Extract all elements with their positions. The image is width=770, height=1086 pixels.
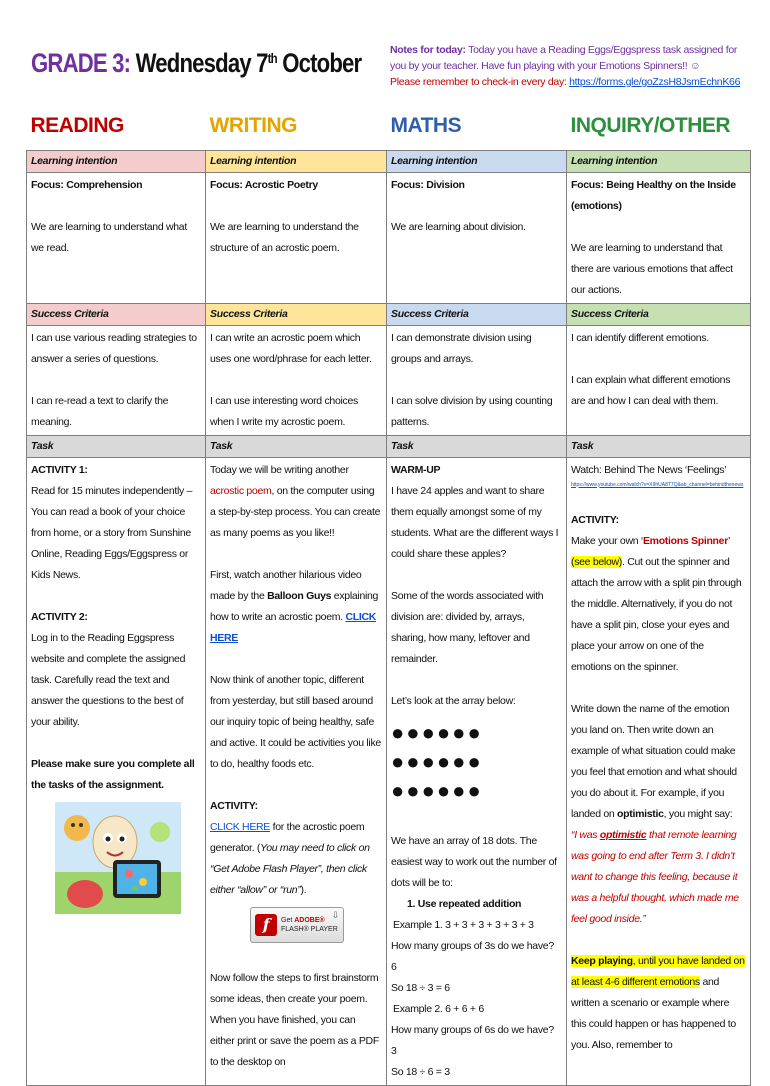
date-label: Wednesday 7th October [135,48,362,78]
task-row [27,457,751,1085]
spinner-instructions: Make your own ‘Emotions Spinner’ (see below). Cut out the spinner and attach the arrow with a split pin through the middle. Alternatively, if you do not have a split pin, close your eyes and place your arrow on one of the emotions on the spinner. [571,534,742,673]
maths-task [387,457,567,1085]
dot-array [391,718,562,805]
learning-intention-label: Learning intention [27,150,206,172]
success-criteria-label: Success Criteria [206,303,387,325]
reading-eggs-image [55,802,181,914]
criteria-item: I can use various reading strategies to answer a series of questions. [31,331,197,365]
subject-headings-row [27,106,751,150]
video-link[interactable]: CLICK HERE [210,610,377,644]
focus-text: Focus: Comprehension [31,178,143,191]
warmup-text: I have 24 apples and want to share them equally amongst some of my students. What are the different ways I could share these apples? [391,484,559,560]
write-instructions: Write down the name of the emotion you land on. Then write down an example of what situation could make you feel that emotion and what should you do about it. For example, if you landed on optimistic, you might say: [571,702,737,820]
focus-text: Focus: Division [391,178,465,191]
activity-2-title: ACTIVITY 2: [31,610,88,623]
writing-criteria [206,325,387,435]
criteria-item: I can demonstrate division using groups and arrays. [391,331,532,365]
activity-1-text: Read for 15 minutes independently – You can read a book of your choice from home, or a story from Sunshine Online, Reading Eggs/Eggspress or Kids News. [31,484,193,581]
intention-text: We are learning about division. [391,220,526,233]
warmup-title: WARM-UP [391,463,441,476]
poem-generator-link[interactable]: CLICK HERE [210,820,271,833]
success-criteria-label: Success Criteria [567,303,751,325]
example-2: Example 2. 6 + 6 + 6 [393,1002,484,1015]
array-prompt: Let’s look at the array below: [391,694,516,707]
inquiry-intention [567,172,751,303]
activity-2-text: Log in to the Reading Eggspress website and complete the assigned task. Carefully read the text and answer the questions to the best of your ability. [31,631,186,728]
notes-text: Today you have a Reading Eggs/Eggspress task assigned for you by your teacher. Have fun playing with your Emotions Spinners!! ☺ [390,44,738,72]
page-title [31,48,361,79]
intention-text: We are learning to understand the structure of an acrostic poem. [210,220,359,254]
example-quote: “I was optimistic that remote learning was going to end after Term 3. I didn’t want to change this feeling, because it was a helpful thought, which made me feel good inside.” [571,828,739,925]
lesson-table [26,106,751,1086]
maths-intention [387,172,567,303]
success-criteria-row [27,325,751,435]
example-2-question: How many groups of 6s do we have? 3 [391,1023,554,1057]
grade-label: GRADE 3: [31,48,131,78]
writing-task [206,457,387,1085]
criteria-item: I can use interesting word choices when I write my acrostic poem. [210,394,358,428]
get-flash-player-button[interactable]: f Get ADOBE® FLASH® PLAYER ⇩ [250,907,344,943]
reading-intention [27,172,206,303]
division-words: Some of the words associated with division are: divided by, arrays, sharing, how many, leftover and remainder. [391,589,544,665]
inquiry-criteria [567,325,751,435]
example-1-question: How many groups of 3s do we have? 6 [391,939,554,973]
criteria-item: I can explain what different emotions are and how I can deal with them. [571,373,731,407]
task-label: Task [27,435,206,457]
heading-maths: MATHS [390,114,462,137]
learning-intention-row [27,172,751,303]
inquiry-task [567,457,751,1085]
writing-intro: Today we will be writing another acrostic poem, on the computer using a step-by-step process. You can create as many poems as you like!! [210,463,381,539]
writing-activity-text: CLICK HERE for the acrostic poem generator. (You may need to click on “Get Adobe Flash Player”, then click either “allow” or “run”). [210,820,370,896]
writing-step-2: Now think of another topic, different from yesterday, but still based around our inquiry topic of being healthy, safe and active. It could be activities you like to do, healthy foods etc. [210,673,381,770]
writing-step-3: Now follow the steps to first brainstorm some ideas, then create your poem. When you have finished, you can either print or save the poem as a PDF to the desktop on [210,971,379,1068]
activity-1-title: ACTIVITY 1: [31,463,88,476]
intention-text: We are learning to understand that there are various emotions that affect our actions. [571,241,733,296]
notes-label: Notes for today: [390,44,466,56]
writing-step-1: First, watch another hilarious video made by the Balloon Guys explaining how to write an acrostic poem. CLICK HERE [210,568,379,644]
writing-activity-title: ACTIVITY: [210,799,258,812]
reading-criteria [27,325,206,435]
checkin-reminder: Please remember to check-in every day: [390,76,570,88]
dot-row: ●●●●●● [391,777,483,803]
focus-text: Focus: Being Healthy on the Inside (emotions) [571,178,736,212]
flash-icon: f [255,914,277,936]
worksheet-page [26,38,750,1078]
learning-intention-label: Learning intention [387,150,567,172]
notes-for-today [390,42,746,90]
learning-intention-header-row [27,150,751,172]
success-criteria-header-row [27,303,751,325]
task-label: Task [387,435,567,457]
dot-row: ●●●●●● [391,748,483,774]
task-header-row [27,435,751,457]
criteria-item: I can identify different emotions. [571,331,709,344]
reading-task [27,457,206,1085]
focus-text: Focus: Acrostic Poetry [210,178,318,191]
inquiry-activity-title: ACTIVITY: [571,513,619,526]
learning-intention-label: Learning intention [567,150,751,172]
example-1-answer: So 18 ÷ 3 = 6 [391,981,450,994]
btn-video-link[interactable]: https://www.youtube.com/watch?v=X9hUA8T7Q&ab_channel=behindthenews [571,481,744,488]
success-criteria-label: Success Criteria [27,303,206,325]
watch-text: Watch: Behind The News ‘Feelings’ [571,463,727,476]
example-2-answer: So 18 ÷ 6 = 3 [391,1065,450,1078]
keep-playing-text: Keep playing, until you have landed on at least 4-6 different emotions and written a scenario or example where this could happen or has happened to you. Also, remember to [571,954,745,1051]
task-label: Task [206,435,387,457]
maths-criteria [387,325,567,435]
task-label: Task [567,435,751,457]
criteria-item: I can write an acrostic poem which uses one word/phrase for each letter. [210,331,372,365]
heading-reading: READING [30,114,124,137]
array-explanation: We have an array of 18 dots. The easiest way to work out the number of dots will be to: [391,834,557,889]
download-arrow-icon: ⇩ [331,909,339,920]
heading-writing: WRITING [209,114,297,137]
dot-row: ●●●●●● [391,719,483,745]
success-criteria-label: Success Criteria [387,303,567,325]
heading-inquiry: INQUIRY/OTHER [570,114,731,137]
learning-intention-label: Learning intention [206,150,387,172]
intention-text: We are learning to understand what we read. [31,220,187,254]
example-1: Example 1. 3 + 3 + 3 + 3 + 3 + 3 [393,918,534,931]
completion-reminder: Please make sure you complete all the tasks of the assignment. [31,757,195,791]
checkin-link[interactable]: https://forms.gle/goZzsH8JsmEchnK66 [569,76,741,88]
criteria-item: I can re-read a text to clarify the meaning. [31,394,169,428]
writing-intention [206,172,387,303]
criteria-item: I can solve division by using counting patterns. [391,394,553,428]
method-heading: 1. Use repeated addition [407,897,522,910]
